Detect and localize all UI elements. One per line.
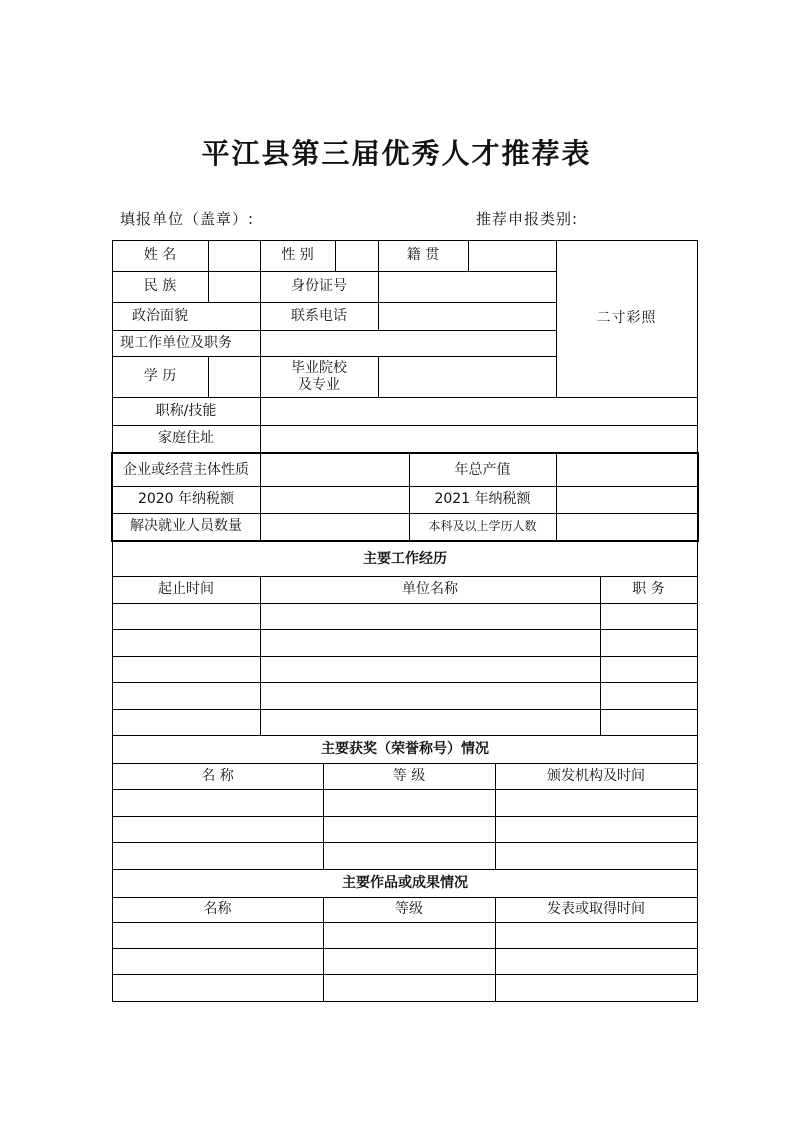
current-work-label: 现工作单位及职务	[120, 334, 232, 351]
works-col-name: 名称	[203, 901, 232, 917]
native-place-field[interactable]	[468, 240, 556, 271]
works-col-level: 等级	[395, 901, 423, 917]
native-place-label: 籍 贯	[406, 247, 440, 263]
photo-box[interactable]: 二寸彩照	[596, 310, 657, 326]
tax-2020-field[interactable]	[260, 486, 409, 513]
work-col-period: 起止时间	[158, 581, 214, 597]
address-label: 家庭住址	[158, 430, 214, 446]
phone-field[interactable]	[378, 302, 556, 330]
employment-field[interactable]	[260, 513, 409, 540]
title-skill-field[interactable]	[260, 397, 697, 425]
work-col-unit: 单位名称	[402, 581, 458, 597]
bachelor-count-label: 本科及以上学历人数	[428, 519, 537, 533]
category-label: 推荐申报类别:	[476, 210, 579, 228]
address-field[interactable]	[260, 425, 697, 452]
work-history-title: 主要工作经历	[363, 550, 447, 567]
name-label: 姓 名	[143, 247, 177, 263]
tax-2020-label: 2020 年纳税额	[137, 491, 235, 507]
ethnicity-field[interactable]	[208, 271, 260, 302]
enterprise-nature-label: 企业或经营主体性质	[123, 461, 249, 478]
awards-col-level: 等 级	[392, 767, 426, 784]
gender-field[interactable]	[335, 240, 378, 271]
school-major-line1: 毕业院校	[291, 359, 347, 376]
school-major-field[interactable]	[378, 356, 556, 397]
school-major-label	[260, 356, 378, 397]
phone-label: 联系电话	[291, 307, 347, 324]
political-status-field[interactable]	[208, 302, 260, 330]
annual-output-field[interactable]	[556, 454, 697, 486]
awards-col-issuer: 颁发机构及时间	[547, 767, 645, 784]
ethnicity-label: 民 族	[143, 278, 177, 294]
tax-2021-label: 2021 年纳税额	[434, 491, 531, 507]
awards-title: 主要获奖（荣誉称号）情况	[321, 740, 489, 757]
political-status-label: 政治面貌	[132, 307, 188, 324]
id-number-field[interactable]	[378, 271, 556, 302]
title-skill-label: 职称/技能	[155, 402, 217, 419]
awards-col-name: 名 称	[201, 767, 234, 784]
annual-output-label: 年总产值	[454, 461, 511, 478]
enterprise-nature-field[interactable]	[260, 454, 409, 486]
tax-2021-field[interactable]	[556, 486, 697, 513]
bachelor-count-field[interactable]	[556, 513, 697, 540]
current-work-field[interactable]	[260, 330, 556, 356]
id-number-label: 身份证号	[291, 278, 347, 294]
page-title: 平江县第三届优秀人才推荐表	[201, 137, 592, 170]
name-field[interactable]	[208, 240, 260, 271]
gender-label: 性 别	[281, 247, 314, 263]
works-col-date: 发表或取得时间	[547, 901, 645, 917]
work-col-position: 职 务	[632, 581, 665, 597]
employment-label: 解决就业人员数量	[130, 518, 242, 534]
school-major-line2: 及专业	[298, 376, 340, 393]
works-title: 主要作品或成果情况	[342, 874, 468, 891]
education-field[interactable]	[208, 356, 260, 397]
education-label: 学 历	[143, 368, 177, 384]
unit-label: 填报单位（盖章）:	[120, 210, 255, 228]
